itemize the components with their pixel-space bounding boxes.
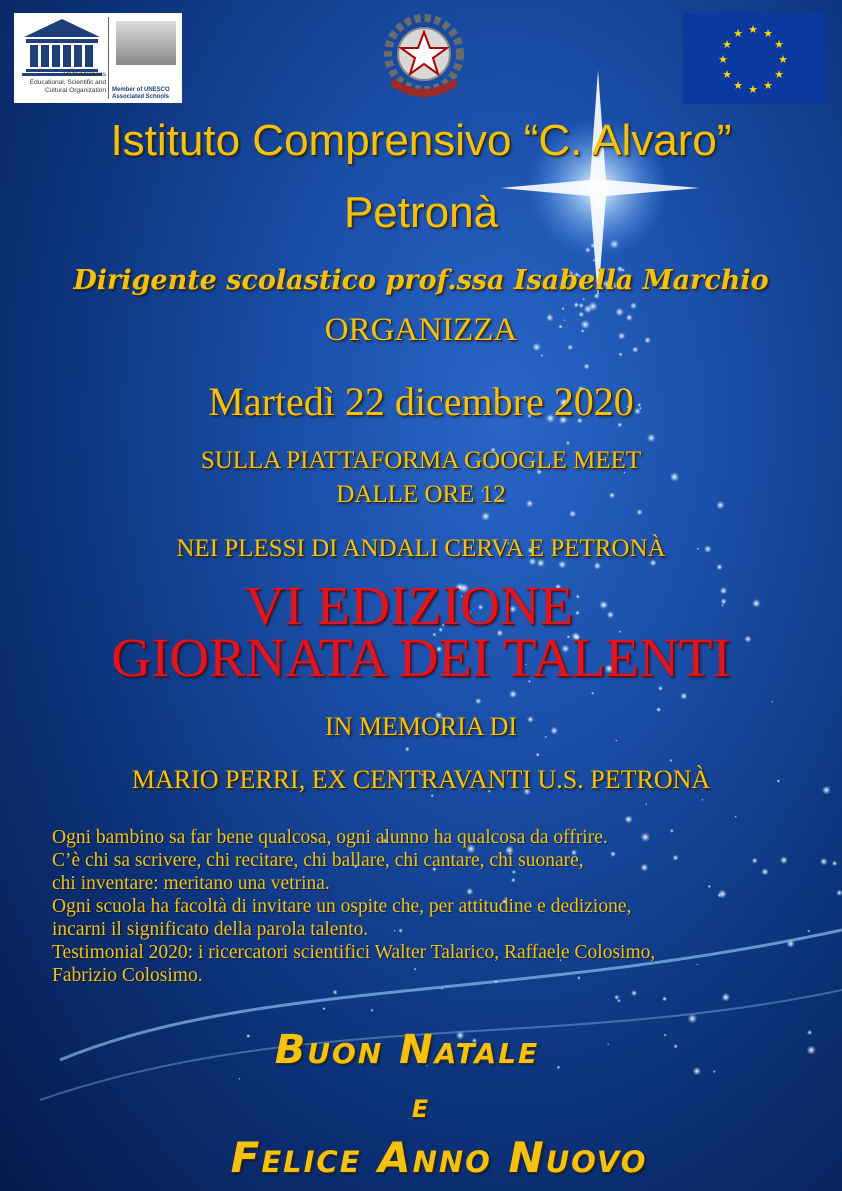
greeting-line3: Felice Anno Nuovo (230, 1133, 648, 1182)
eu-star-icon: ★ (748, 84, 758, 96)
sparkle (561, 307, 564, 310)
sparkle (322, 1007, 326, 1011)
sparkle (569, 510, 576, 517)
sparkle (636, 509, 643, 516)
event-title: GIORNATA DEI TALENTI (111, 627, 731, 688)
event-description (52, 826, 822, 987)
sparkle (624, 815, 633, 824)
greeting-line1: Buon Natale (274, 1027, 540, 1073)
eu-star-icon: ★ (733, 80, 743, 92)
eu-star-icon: ★ (722, 39, 732, 51)
unesco-logo (14, 13, 182, 103)
unesco-caption: United Nations Educational, Scientific and Cultural Organization (29, 71, 106, 94)
school-name: Istituto Comprensivo “C. Alvaro” (110, 116, 732, 165)
sparkle (734, 815, 737, 818)
event-platform: SULLA PIATTAFORMA GOOGLE MEET (200, 447, 642, 474)
memory-intro: IN MEMORIA DI (324, 712, 518, 741)
event-time: DALLE ORE 12 (336, 481, 506, 508)
sparkle (540, 354, 543, 357)
event-edition: VI EDIZIONE (244, 575, 574, 636)
sparkle (669, 759, 673, 763)
eu-flag (683, 13, 824, 104)
description-line: chi inventare: meritano una vetrina. (52, 873, 330, 894)
eu-star-icon: ★ (763, 28, 773, 40)
sparkle (701, 799, 703, 801)
sparkle (630, 302, 637, 309)
eu-star-icon: ★ (774, 39, 784, 51)
sparkle (662, 996, 667, 1001)
sparkle (573, 302, 579, 308)
sparkle (832, 861, 838, 867)
eu-star-icon: ★ (748, 24, 758, 36)
description-line: incarni il significato della parola talento. (52, 919, 369, 940)
sparkle (836, 890, 842, 896)
school-town: Petronà (343, 188, 499, 237)
sparkle (582, 298, 585, 301)
sparkle (238, 1078, 240, 1080)
greeting-line2: e (411, 1086, 431, 1126)
description-line: Ogni scuola ha facoltà di invitare un ospite che, per attitudine e dedizione, (52, 896, 632, 917)
sparkle (566, 441, 571, 446)
sparkle (591, 692, 594, 695)
event-location: NEI PLESSI DI ANDALI CERVA E PETRONÀ (176, 535, 666, 562)
sparkle (771, 701, 773, 703)
sparkle (405, 747, 410, 752)
associated-schools-caption: Member of UNESCO Associated Schools (112, 87, 170, 100)
sparkle (618, 352, 622, 356)
eu-star-icon: ★ (733, 28, 743, 40)
sparkle (536, 753, 540, 757)
eu-star-icon: ★ (722, 69, 732, 81)
description-line: Ogni bambino sa far bene qualcosa, ogni alunno ha qualcosa da offrire. (52, 827, 608, 848)
sparkle (481, 512, 490, 521)
eu-star-icon: ★ (778, 54, 788, 66)
memory-name: MARIO PERRI, EX CENTRAVANTI U.S. PETRONÀ (131, 765, 711, 794)
sparkle (370, 1009, 373, 1012)
eu-star-icon: ★ (774, 69, 784, 81)
event-date: Martedì 22 dicembre 2020 (208, 379, 634, 424)
description-line: C’è chi sa scrivere, chi recitare, chi ballare, chi cantare, chi suonare, (52, 850, 584, 871)
school-portrait (116, 21, 176, 65)
sparkle (475, 698, 482, 705)
sparkle (594, 562, 602, 570)
organizes-label: ORGANIZZA (324, 312, 518, 348)
sparkle (333, 990, 338, 995)
principal-name: Dirigente scolastico prof.ssa Isabella Marchio (73, 265, 769, 296)
eu-star-icon: ★ (763, 80, 773, 92)
sparkle (721, 993, 730, 1002)
sparkle (509, 690, 517, 698)
sparkle (647, 434, 656, 443)
eu-star-icon: ★ (718, 54, 728, 66)
sparkle (716, 564, 723, 571)
description-line: Testimonial 2020: i ricercatori scientifici Walter Talarico, Raffaele Colosimo, (52, 942, 656, 963)
italian-republic-emblem (380, 12, 468, 102)
description-line: Fabrizio Colosimo. (52, 965, 203, 986)
sparkle (680, 692, 688, 700)
sparkle (579, 303, 584, 308)
sparkle (645, 803, 647, 805)
sparkle (617, 999, 621, 1003)
sparkle (584, 363, 590, 369)
sparkle (631, 990, 637, 996)
